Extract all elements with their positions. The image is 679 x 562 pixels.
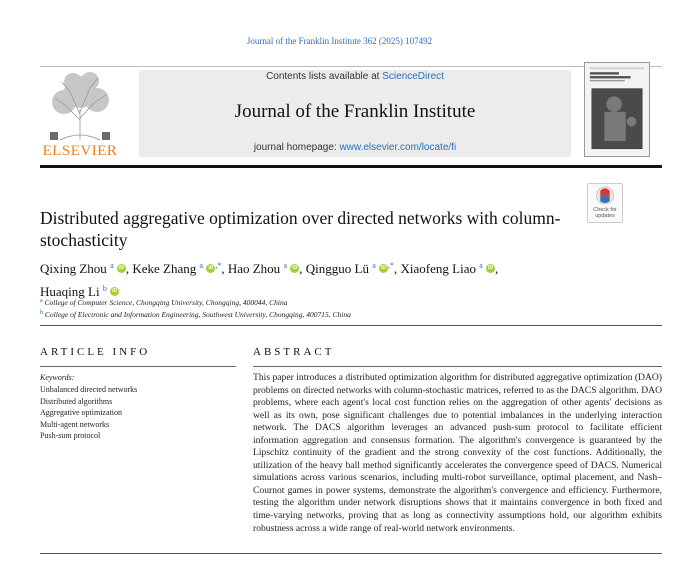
author-affiliation-sup[interactable]: a [372,261,376,270]
orcid-icon[interactable]: iD [112,288,118,294]
author-name[interactable]: Qixing Zhou [40,261,107,276]
author-affiliation-sup[interactable]: a [199,261,204,270]
author-separator: , [221,261,228,276]
author-name[interactable]: Hao Zhou [227,261,281,276]
header-top-rule [40,66,662,67]
author-name[interactable]: Keke Zhang [132,261,197,276]
abstract-rule [253,366,662,367]
keyword-item: Distributed algorithms [40,396,113,406]
homepage-prefix: journal homepage: [253,142,340,153]
header-bottom-rule [40,165,662,168]
keyword-item: Multi-agent networks [40,419,110,429]
author-affiliation-sup[interactable]: a [283,261,287,270]
orcid-icon[interactable]: iD [381,265,387,271]
author [40,284,119,299]
check-badge-line-1: Check for [593,207,617,213]
author [132,261,221,276]
section-divider [40,325,662,326]
keyword-item: Unbalanced directed networks [40,385,138,394]
contents-prefix: Contents lists available at [266,71,383,82]
journal-homepage-link[interactable]: www.elsevier.com/locate/fi [339,142,457,153]
affiliation-b [40,310,640,319]
keyword-item: Push-sum protocol [40,431,101,440]
author-list [40,256,640,302]
author-separator: , [299,261,306,276]
author [400,261,499,276]
corresponding-author-mark[interactable]: ,* [215,261,222,270]
author-name[interactable]: Xiaofeng Liao [400,261,476,276]
contents-available-line [139,71,571,82]
journal-cover-image-icon[interactable] [584,62,650,157]
article-info-heading: ARTICLE INFO [40,346,151,358]
check-for-updates-label[interactable] [587,207,623,219]
orcid-icon[interactable]: iD [488,265,494,271]
author [228,261,299,276]
orcid-icon[interactable]: iD [292,265,298,271]
journal-name[interactable]: Journal of the Franklin Institute [234,101,476,122]
author-affiliation-sup[interactable]: a [479,261,483,270]
article-info-rule [40,366,236,367]
orcid-icon[interactable]: iD [118,265,124,271]
elsevier-wordmark[interactable]: ELSEVIER [42,143,118,159]
journal-citation[interactable]: Journal of the Franklin Institute 362 (2025) 107492 [246,36,433,46]
author-affiliation-sup[interactable]: a [110,261,114,270]
author-separator: , [495,261,499,276]
author-name[interactable]: Qingguo Lü [305,261,369,276]
author-name[interactable]: Huaqing Li [40,284,100,299]
author [40,261,126,276]
author-separator: , [394,261,401,276]
affiliation-a-mark: a [40,298,43,304]
author-separator: , [125,261,133,276]
orcid-icon[interactable]: iD [208,265,214,271]
keyword-item: Aggregative optimization [40,408,122,417]
affiliation-a-text: College of Computer Science, Chongqing University, Chongqing, 400044, China [44,298,288,307]
affiliation-b-mark: b [40,310,43,316]
abstract-text: This paper introduces a distributed optimization algorithm for distributed aggregative optimization (DAO) problems on directed networks with column-stochastic matrices, referred to as the DACS algorithm. DAO problems, where each agent's local cost function relies on the aggregation of other agents' decisions as well as its own, pose significant challenges due to potential imbalances in the underlying interaction network. The DACS algorithm leverages an advanced push-sum protocol to facilitate efficient information aggregation and consensus formation. The algorithm's convergence is guaranteed by the Lipschitz continuity of the gradient and the strong convexity of the cost functions. Additionally, the utilization of the heavy ball method significantly accelerates the convergence speed of DACS. Numerical simulations across various scenarios, including multi-robot surveillance, optimal placement, and Nash–Cournot games in power systems, demonstrate the algorithm's convergence and efficiency. Furthermore, testing the algorithm under network disruptions shows that it maintains convergence in both fixed and time-varying networks, proving that as long as connectivity assumptions hold, our algorithm exhibits robustness across a wide range of real-world network environments. [253,372,662,534]
corresponding-author-mark[interactable]: ,* [388,261,395,270]
author [306,261,394,276]
article-title: Distributed aggregative optimization over directed networks with column-stochasticity [40,208,561,250]
keywords-list [40,384,137,442]
check-badge-line-2: updates [595,213,615,219]
affiliation-b-text: College of Electronic and Information Engineering, Southwest University, Chongqing, 400715, China [44,310,351,319]
journal-homepage-line [139,142,571,153]
bottom-rule [40,553,662,554]
abstract-heading: ABSTRACT [253,346,335,358]
author-affiliation-sup[interactable]: b [102,284,107,293]
sciencedirect-link[interactable]: ScienceDirect [382,71,444,82]
affiliation-a [40,298,640,307]
keywords-label: Keywords: [40,373,75,382]
